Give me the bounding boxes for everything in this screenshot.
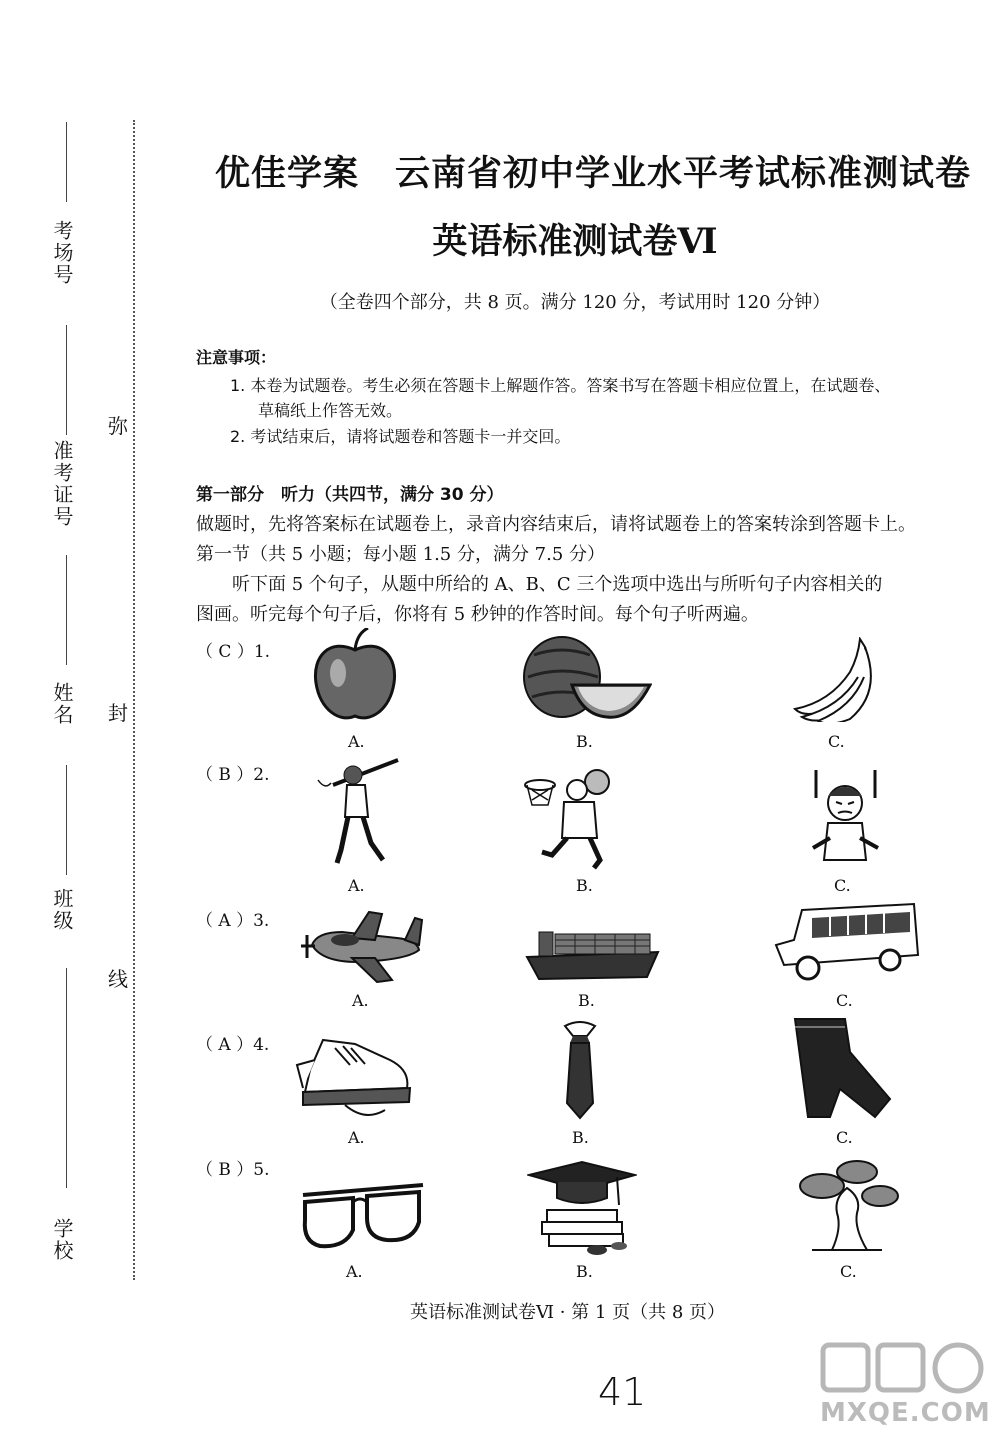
class-label: 班级 (50, 888, 74, 932)
section1-directions-1: 听下面 5 个句子，从题中所给的 A、B、C 三个选项中选出与所听句子内容相关的 (196, 574, 883, 595)
watermelon-icon (522, 635, 652, 724)
option-letter: B. (578, 991, 595, 1010)
notice-item-1: 1. 本卷为试题卷。考生必须在答题卡上解题作答。答案书写在答题卡相应位置上，在试题卷、 (230, 376, 891, 395)
cargo-ship-icon (525, 922, 660, 986)
shoes-icon (295, 1030, 420, 1129)
option-letter: C. (836, 1128, 853, 1147)
trousers-icon (790, 1017, 895, 1126)
paper-info: （全卷四个部分，共 8 页。满分 120 分，考试用时 120 分钟） (319, 292, 831, 313)
necktie-icon (555, 1018, 605, 1127)
admission-number-label: 准考证号 (50, 440, 74, 528)
handwritten-page-number: 41 (598, 1370, 647, 1414)
option-letter: A. (348, 1128, 365, 1147)
field-line (66, 765, 67, 875)
part1-heading: 第一部分 听力（共四节，满分 30 分） (196, 485, 504, 505)
section1-directions-2: 图画。听完每个句子后，你将有 5 秒钟的作答时间。每个句子听两遍。 (196, 604, 759, 625)
exam-room-label: 考场号 (50, 220, 74, 286)
field-line (66, 968, 67, 1188)
option-letter: C. (836, 991, 853, 1010)
field-line (66, 122, 67, 202)
notice-item-1-cont: 草稿纸上作答无效。 (258, 401, 403, 420)
school-label: 学校 (50, 1218, 74, 1262)
paper-title: 英语标准测试卷Ⅵ (432, 221, 718, 262)
field-line (66, 325, 67, 435)
notice-item-2: 2. 考试结束后，请将试题卷和答题卡一并交回。 (230, 427, 571, 446)
baseball-player-icon (313, 755, 403, 874)
graduation-cap-books-icon (527, 1160, 637, 1259)
option-letter: A. (346, 1262, 363, 1281)
name-label: 姓名 (50, 682, 74, 726)
option-letter: C. (840, 1262, 857, 1281)
question-4-label: （ A ）4. (196, 1035, 270, 1055)
airplane-icon (297, 910, 425, 989)
option-letter: B. (572, 1128, 589, 1147)
question-3-label: （ A ）3. (196, 911, 270, 931)
tree-icon (792, 1158, 902, 1257)
option-letter: A. (348, 876, 365, 895)
option-letter: C. (828, 732, 845, 751)
apple-icon (310, 628, 400, 727)
section1-heading: 第一节（共 5 小题；每小题 1.5 分，满分 7.5 分） (196, 544, 606, 565)
option-letter: B. (576, 732, 593, 751)
option-letter: B. (576, 876, 593, 895)
question-5-label: （ B ）5. (196, 1160, 270, 1180)
field-line (66, 555, 67, 665)
pull-up-boy-icon (808, 768, 883, 867)
option-letter: B. (576, 1262, 593, 1281)
glasses-icon (295, 1180, 430, 1259)
basketball-player-icon (522, 760, 622, 874)
question-2-label: （ B ）2. (196, 765, 270, 785)
option-letter: C. (834, 876, 851, 895)
watermark-url: MXQE.COM (820, 1398, 991, 1428)
option-letter: A. (352, 991, 369, 1010)
option-letter: A. (348, 732, 365, 751)
bananas-icon (790, 637, 885, 726)
seal-char-mi: 弥 (108, 414, 128, 438)
question-1-label: （ C ）1. (196, 642, 271, 662)
part1-instruction: 做题时，先将答案标在试题卷上，录音内容结束后，请将试题卷上的答案转涂到答题卡上。 (196, 514, 916, 535)
exam-series-title: 优佳学案 云南省初中学业水平考试标准测试卷 (215, 153, 972, 194)
notice-heading: 注意事项： (196, 348, 277, 367)
page-footer: 英语标准测试卷Ⅵ · 第 1 页（共 8 页） (409, 1302, 726, 1323)
seal-char-xian: 线 (108, 967, 128, 991)
seal-char-feng: 封 (108, 701, 128, 725)
bus-icon (772, 900, 922, 989)
